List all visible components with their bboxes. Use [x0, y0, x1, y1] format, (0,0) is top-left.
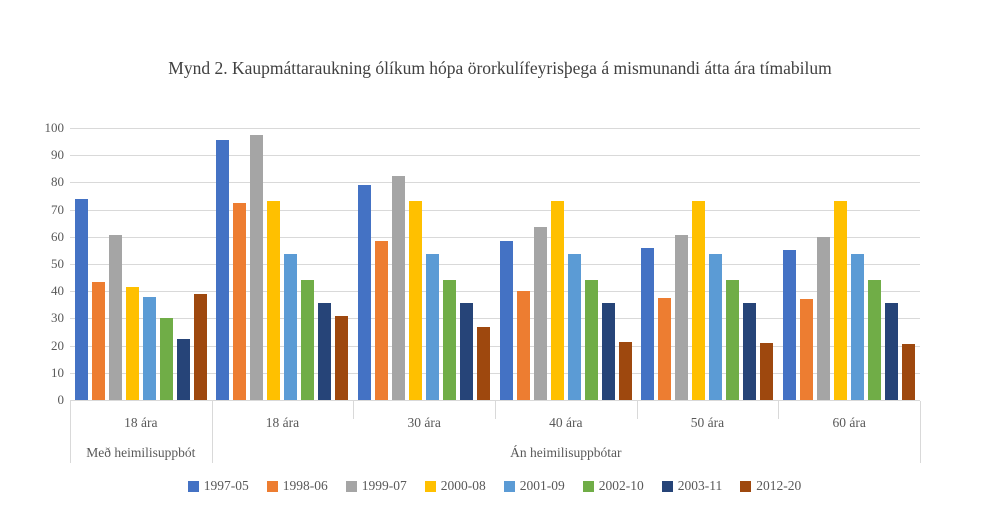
bar-group — [353, 128, 495, 400]
bar — [409, 201, 422, 400]
x-axis-category-label: 40 ára — [549, 415, 583, 430]
bar — [568, 254, 581, 400]
legend-item[interactable] — [425, 478, 486, 494]
legend-swatch — [740, 481, 751, 492]
bar — [233, 203, 246, 400]
bar — [692, 201, 705, 400]
bar — [500, 241, 513, 400]
legend-label: 2002-10 — [598, 478, 644, 493]
bar — [177, 339, 190, 400]
bar — [75, 199, 88, 400]
legend-item[interactable] — [346, 478, 407, 494]
legend-label: 2001-09 — [519, 478, 565, 493]
legend-item[interactable] — [504, 478, 565, 494]
bar-group — [495, 128, 637, 400]
bar-group-bars — [70, 128, 212, 400]
bar — [477, 327, 490, 400]
bar — [335, 316, 348, 400]
y-axis-tick-label: 80 — [51, 174, 64, 190]
legend-item[interactable] — [188, 478, 249, 494]
legend-label: 1999-07 — [361, 478, 407, 493]
bar — [619, 342, 632, 400]
y-axis-tick-label: 100 — [44, 120, 64, 135]
bar-group-bars — [778, 128, 920, 400]
bar — [443, 280, 456, 400]
bar — [885, 303, 898, 400]
plot-area — [70, 128, 920, 400]
x-axis-group-label: Án heimilisuppbótar — [510, 445, 622, 460]
axis-separator — [920, 401, 921, 463]
bar — [534, 227, 547, 400]
bar-group-bars — [353, 128, 495, 400]
bar — [318, 303, 331, 400]
y-axis-tick-label: 50 — [51, 256, 64, 271]
y-axis-tick-label: 30 — [51, 310, 64, 326]
x-axis-group-label: Með heimilisuppbót — [86, 445, 196, 460]
bar — [585, 280, 598, 400]
bar — [783, 250, 796, 400]
legend-item[interactable] — [583, 478, 644, 494]
bar-group-bars — [212, 128, 354, 400]
bar — [817, 237, 830, 400]
bar — [658, 298, 671, 400]
y-axis-tick-label: 0 — [57, 392, 64, 407]
bar — [800, 299, 813, 400]
legend-swatch — [188, 481, 199, 492]
x-axis-category-label: 30 ára — [407, 415, 441, 430]
bar — [551, 201, 564, 400]
legend-label: 2012-20 — [756, 478, 802, 493]
bar — [126, 287, 139, 400]
bar — [743, 303, 756, 400]
y-axis-tick-label: 40 — [51, 283, 64, 299]
chart-title: Mynd 2. Kaupmáttaraukning ólíkum hópa örorkulífeyrisþega á mismunandi átta ára tímabilum — [168, 58, 832, 78]
legend-swatch — [425, 481, 436, 492]
legend-label: 2003-11 — [677, 478, 723, 493]
bar — [726, 280, 739, 400]
x-axis-category-label: 18 ára — [265, 415, 300, 430]
legend-item[interactable] — [740, 478, 801, 494]
category-axis — [70, 401, 920, 473]
bar — [709, 254, 722, 400]
bar — [267, 201, 280, 400]
bar — [216, 140, 229, 400]
legend-swatch — [267, 481, 278, 492]
bar — [868, 280, 881, 400]
bar — [834, 201, 847, 400]
bar — [109, 235, 122, 400]
legend-swatch — [504, 481, 515, 492]
x-axis-category-label: 50 ára — [690, 415, 725, 430]
bar — [760, 343, 773, 400]
bar — [250, 135, 263, 400]
bar — [641, 248, 654, 400]
bar — [358, 185, 371, 400]
bar — [160, 318, 173, 400]
x-axis-category-label: 60 ára — [832, 415, 866, 430]
chart-legend — [0, 478, 989, 494]
bar — [194, 294, 207, 400]
bar — [460, 303, 473, 400]
legend-swatch — [662, 481, 673, 492]
y-axis — [26, 120, 64, 407]
bar-group — [637, 128, 779, 400]
bar — [92, 282, 105, 400]
y-axis-tick-label: 60 — [51, 228, 64, 244]
bar — [902, 344, 915, 400]
legend-swatch — [346, 481, 357, 492]
bar-group — [212, 128, 354, 400]
bar-group-bars — [637, 128, 779, 400]
bar — [675, 235, 688, 400]
legend-item[interactable] — [267, 478, 328, 494]
bar — [143, 297, 156, 400]
bar — [851, 254, 864, 400]
bar-group — [70, 128, 212, 400]
bar — [517, 291, 530, 400]
bar — [602, 303, 615, 400]
bar — [301, 280, 314, 400]
x-axis-category-label: 18 ára — [124, 415, 158, 430]
legend-label: 2000-08 — [440, 478, 486, 493]
y-axis-tick-label: 90 — [51, 147, 64, 163]
bar — [375, 241, 388, 400]
y-axis-tick-label: 70 — [51, 201, 64, 217]
bar-group-bars — [495, 128, 637, 400]
y-axis-tick-label: 10 — [51, 364, 64, 380]
legend-item[interactable] — [662, 478, 723, 494]
bar — [426, 254, 439, 400]
legend-label: 1998-06 — [282, 478, 328, 493]
y-axis-tick-label: 20 — [51, 337, 64, 353]
legend-swatch — [583, 481, 594, 492]
bar — [392, 176, 405, 400]
legend-label: 1997-05 — [203, 478, 249, 493]
bar — [284, 254, 297, 400]
bar-group — [778, 128, 920, 400]
